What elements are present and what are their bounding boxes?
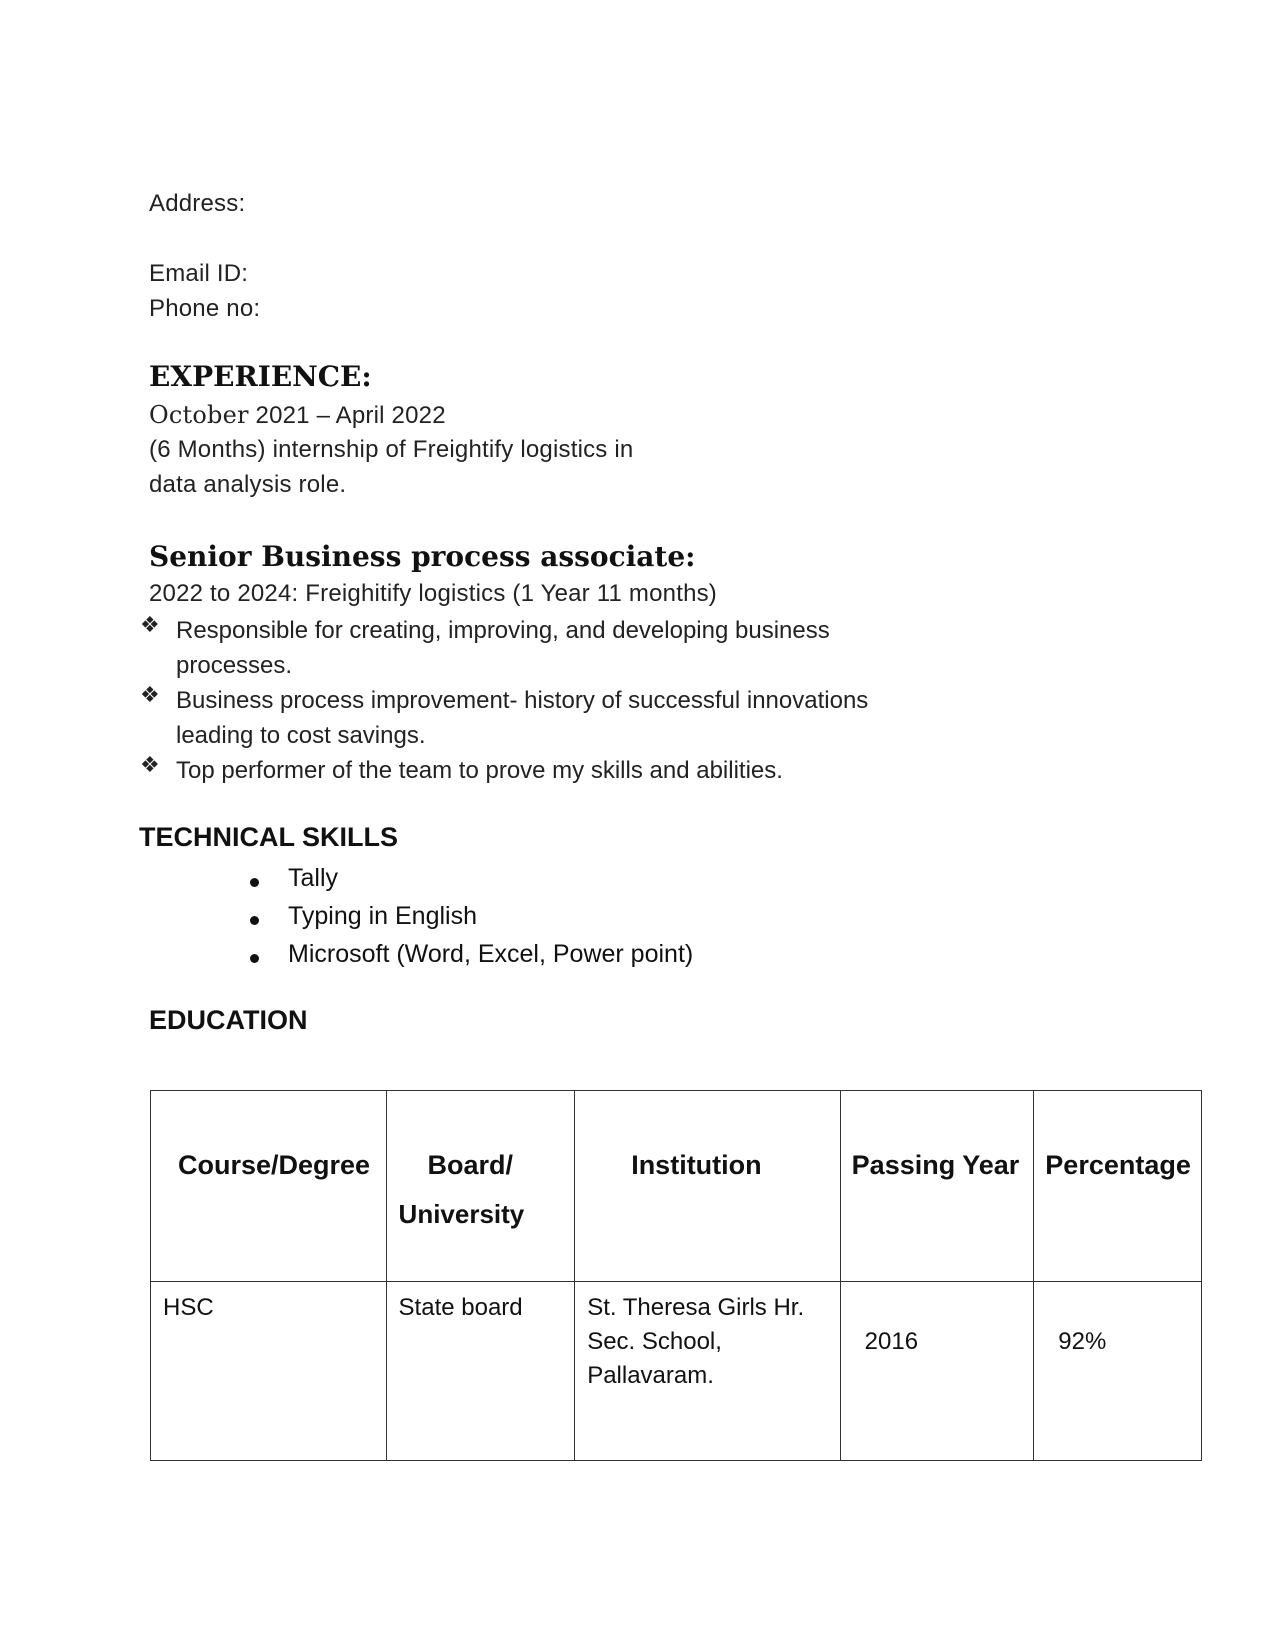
cell-passing-year: 2016	[840, 1282, 1034, 1461]
senior-role-subtitle: 2022 to 2024: Freighitify logistics (1 Year 11 months)	[149, 580, 718, 607]
address-label: Address:	[149, 190, 246, 217]
diamond-bullet-icon: ❖	[140, 753, 160, 778]
bullet-dot-icon	[250, 916, 259, 925]
diamond-bullet-icon: ❖	[140, 683, 160, 708]
bullet-dot-icon	[250, 954, 259, 963]
header-course: Course/Degree	[151, 1091, 387, 1282]
phone-label: Phone no:	[149, 295, 261, 322]
experience-heading: EXPERIENCE:	[149, 360, 372, 393]
cell-percentage: 92%	[1034, 1282, 1202, 1461]
senior-role-heading: Senior Business process associate:	[149, 540, 696, 573]
cell-institution: St. Theresa Girls Hr. Sec. School, Pallavaram.	[575, 1282, 840, 1461]
bullet-text: Top performer of the team to prove my skills and abilities.	[176, 757, 783, 784]
bullet-text: Responsible for creating, improving, and developing business processes.	[176, 617, 830, 679]
email-label: Email ID:	[149, 260, 249, 287]
experience-period-month: October	[149, 401, 249, 429]
cell-board: State board	[386, 1282, 575, 1461]
experience-line-1: (6 Months) internship of Freightify logistics in	[149, 436, 634, 463]
technical-skills-heading: TECHNICAL SKILLS	[139, 822, 399, 852]
education-table	[150, 1090, 1202, 1461]
header-board: Board/ University	[386, 1091, 575, 1282]
education-heading: EDUCATION	[149, 1005, 308, 1035]
bullet-dot-icon	[250, 878, 259, 887]
experience-period	[149, 401, 446, 430]
resume-page: Address: Email ID: Phone no: EXPERIENCE: October 2021 – April 2022 (6 Months) internship of Freightify logistics in data analysis role. Senior Business process associate: 2022 to 2024: Freighitify logistics (1 Year 11 months) ❖ Responsible for creating, improving, and developing business processes. ❖ Business process improvement- history of successful innovations leading to cost savings. ❖ Top performer of the team to prove my skills and abilities. TECHNICAL SKILLS Tally Typing in English Microsoft (Word, Excel, Power point) EDUCATION Course/Degree Board/ University Institution Passing Year Percentage HSC State board St. Theresa Girls Hr. Sec. School, Pallavaram. 2016 92%	[0, 0, 1275, 1650]
header-passing-year: Passing Year	[840, 1091, 1034, 1282]
header-percentage: Percentage	[1034, 1091, 1202, 1282]
table-row	[151, 1282, 1202, 1461]
table-header-row	[151, 1091, 1202, 1282]
experience-line-2: data analysis role.	[149, 471, 347, 498]
experience-period-rest: 2021 – April 2022	[255, 402, 446, 429]
diamond-bullet-icon: ❖	[140, 613, 160, 638]
header-institution: Institution	[575, 1091, 840, 1282]
bullet-text: Business process improvement- history of successful innovations leading to cost savings.	[176, 687, 869, 749]
cell-course: HSC	[151, 1282, 387, 1461]
